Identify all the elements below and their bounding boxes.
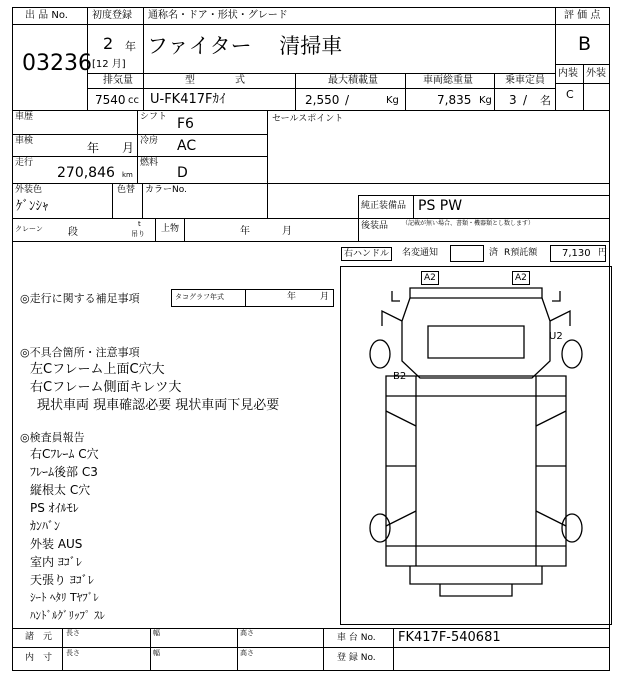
- displacement-value: 7540: [95, 93, 126, 107]
- rule: [583, 64, 584, 110]
- rule: [358, 195, 610, 196]
- inspector-item: ﾌﾚｰﾑ後部 C3: [30, 465, 98, 479]
- lot-number: 03236: [22, 51, 92, 76]
- first-reg-year: 2: [103, 34, 114, 53]
- color-code-label: カラーNo.: [145, 185, 187, 195]
- inspector-item: PS ｵｲﾙﾓﾚ: [30, 501, 79, 515]
- aftermarket-label: 後装品: [361, 221, 389, 231]
- exterior-color-value: ｹﾞﾝｼｬ: [16, 199, 49, 214]
- type-label: 型 式: [185, 75, 245, 86]
- inspector-item: ﾊﾝﾄﾞﾙｸﾞﾘｯﾌﾟ ｽﾚ: [30, 609, 105, 622]
- interior-size-label: 内 寸: [25, 653, 53, 663]
- fuel-value: D: [177, 165, 188, 181]
- recycle-label: R預託額: [504, 248, 538, 258]
- damage-mark-a2-left: A2: [421, 271, 439, 285]
- rule: [12, 156, 267, 157]
- mileage-value: 270,846: [57, 165, 115, 181]
- damage-mark-b2: B2: [393, 371, 407, 382]
- aircon-label: 冷房: [140, 136, 159, 146]
- inspection-month-unit: 月: [122, 141, 135, 155]
- rule: [155, 218, 156, 241]
- rule: [413, 195, 414, 218]
- rule: [237, 628, 238, 671]
- capacity-label: 乗車定員: [505, 75, 545, 86]
- interior-width-label: 幅: [153, 649, 160, 657]
- lift-year-unit: 年: [240, 226, 250, 237]
- max-load-label: 最大積載量: [328, 75, 378, 86]
- exterior-label: 外装: [586, 68, 606, 79]
- gross-weight-value: 7,835: [437, 93, 472, 107]
- max-load-unit: Kg: [386, 95, 399, 106]
- mileage-unit: km: [122, 171, 133, 179]
- rule: [87, 88, 555, 89]
- shift-label: シフト: [140, 112, 168, 122]
- rule: [137, 110, 138, 183]
- width-label: 幅: [153, 629, 160, 637]
- name-change-box: [450, 245, 484, 262]
- displacement-unit: cc: [128, 95, 139, 106]
- defect-item: 右Cフレーム側面キレツ大: [30, 380, 182, 395]
- inspector-item: 室内 ﾖｺﾞﾚ: [30, 555, 82, 569]
- recycle-amount: 7,130: [562, 248, 591, 259]
- rule: [12, 647, 610, 648]
- sales-point-label: セールスポイント: [272, 114, 344, 124]
- rule: [12, 134, 267, 135]
- inspector-item: 外装 AUS: [30, 537, 83, 551]
- rule: [142, 183, 143, 218]
- rule: [12, 183, 610, 184]
- damage-mark-a2-right: A2: [512, 271, 530, 285]
- aircon-value: AC: [177, 138, 197, 154]
- car-name: ファイター 清掃車: [147, 34, 343, 58]
- recycle-unit: 円: [598, 248, 608, 258]
- inspector-item: 右Cﾌﾚｰﾑ C穴: [30, 447, 99, 461]
- inspector-item: ｶﾝﾊﾞﾝ: [30, 519, 61, 533]
- mileage-label: 走行: [15, 158, 34, 168]
- inspector-item: ｼｰﾄ ﾍﾀﾘ Tﾔﾌﾞﾚ: [30, 591, 99, 604]
- first-reg-month: [12 月]: [92, 59, 126, 70]
- rule: [87, 73, 555, 74]
- type-value: U-FK417Fｶｲ: [150, 92, 226, 107]
- rule: [12, 218, 610, 219]
- max-load-separator: /: [345, 93, 350, 107]
- interior-length-label: 長さ: [66, 649, 80, 657]
- rule: [150, 628, 151, 671]
- rule: [12, 24, 610, 25]
- chassis-number: FK417F-540681: [398, 630, 501, 645]
- rule: [12, 628, 610, 629]
- inspector-item: 天張り ﾖｺﾞﾚ: [30, 573, 94, 587]
- crane-ton-unit: t: [138, 220, 141, 228]
- crane-step-unit: 段: [68, 227, 78, 238]
- overall-score: B: [578, 33, 592, 55]
- inspector-item: 縦根太 C穴: [30, 483, 91, 497]
- rule: [245, 289, 246, 307]
- rule: [184, 218, 185, 241]
- interior-height-label: 高さ: [240, 649, 254, 657]
- name-change-label: 名変通知: [402, 248, 439, 258]
- inspection-year-unit: 年: [87, 141, 100, 155]
- rule: [323, 628, 324, 671]
- model-label: 通称名・ドア・形状・グレード: [148, 10, 288, 21]
- rule: [555, 7, 556, 110]
- lift-label: 上物: [161, 224, 180, 234]
- lot-label: 出 品 No.: [25, 10, 68, 21]
- rule: [393, 628, 394, 671]
- rule: [143, 7, 144, 110]
- interior-score: C: [566, 88, 574, 101]
- rule: [358, 195, 359, 241]
- inspector-title: ◎検査員報告: [20, 431, 85, 444]
- aftermarket-note: （記載が無い場合、書類・機器類とし数します）: [402, 220, 535, 227]
- height-label: 高さ: [240, 629, 254, 637]
- rule: [494, 73, 495, 110]
- rule: [295, 73, 296, 110]
- gross-weight-label: 車両総重量: [423, 75, 473, 86]
- tacho-label: タコグラフ年式: [175, 293, 224, 301]
- crane-label: クレーン: [15, 225, 43, 233]
- first-reg-year-unit: 年: [125, 40, 136, 53]
- gross-weight-unit: Kg: [479, 95, 492, 106]
- capacity-value: 3: [509, 93, 517, 107]
- spec-label: 諸 元: [25, 632, 53, 642]
- vehicle-diagram: [340, 266, 612, 625]
- defect-item: 現状車両 現車確認必要 現状車両下見必要: [37, 398, 280, 413]
- length-label: 長さ: [66, 629, 80, 637]
- max-load-value: 2,550: [305, 93, 340, 107]
- rule: [12, 110, 610, 111]
- driving-notes-title: ◎走行に関する補足事項: [20, 292, 140, 305]
- rating-label: 評 価 点: [564, 10, 601, 21]
- rule: [267, 110, 268, 218]
- shift-value: F6: [177, 116, 194, 132]
- rule: [405, 73, 406, 110]
- chassis-label: 車 台 No.: [337, 633, 376, 643]
- damage-mark-u2: U2: [549, 331, 563, 342]
- capacity-unit: 名: [540, 94, 551, 107]
- inspection-label: 車検: [15, 136, 34, 146]
- defects-title: ◎不具合箇所・注意事項: [20, 346, 140, 359]
- interior-label: 内装: [558, 68, 578, 79]
- registration-label: 登 録 No.: [337, 653, 376, 663]
- exterior-color-label: 外装色: [15, 185, 43, 195]
- recycle-settled: 済: [489, 248, 499, 258]
- defect-item: 左Cフレーム上面C穴大: [30, 362, 165, 377]
- color-change-label: 色替: [117, 185, 136, 195]
- genuine-equipment-value: PS PW: [418, 198, 463, 214]
- crane-lift-unit: 吊り: [131, 230, 145, 238]
- fuel-label: 燃料: [140, 158, 159, 168]
- rule: [62, 628, 63, 671]
- rule: [12, 241, 610, 242]
- tacho-month-unit: 月: [320, 292, 330, 302]
- lift-month-unit: 月: [282, 226, 292, 237]
- capacity-separator: /: [523, 93, 528, 107]
- history-label: 車歴: [15, 112, 34, 122]
- rule: [112, 183, 113, 218]
- steering-tag: 右ハンドル: [341, 247, 392, 261]
- first-reg-label: 初度登録: [92, 10, 132, 21]
- displacement-label: 排気量: [103, 75, 133, 86]
- genuine-equipment-label: 純正装備品: [361, 201, 407, 211]
- tacho-year-unit: 年: [287, 292, 297, 302]
